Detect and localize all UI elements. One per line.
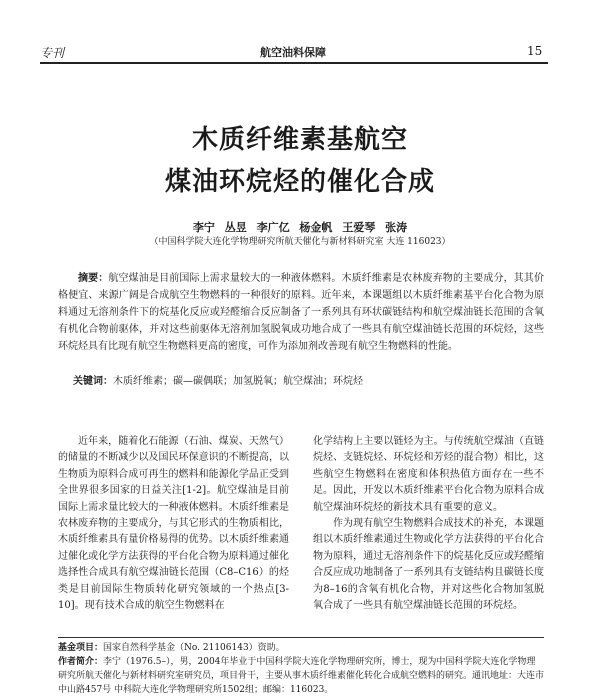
right-column-paragraph-1: 化学结构上主要以链烃为主。与传统航空煤油（直链烷烃、支链烷烃、环烷烃和芳烃的混合物）相比，这些航空生物燃料在密度和体积热值方面存在一些不足。因此，开发以木质纤维素平台化合物为原料合成航空煤油环烷烃的新技术具有重要的意义。 bbox=[313, 436, 544, 513]
journal-section-label: 专刊 bbox=[40, 46, 65, 60]
keywords-label: 关键词： bbox=[73, 376, 113, 387]
header-rule bbox=[40, 62, 548, 64]
abstract bbox=[58, 270, 544, 355]
keywords-text: 木质纤维素；碳—碳偶联；加氢脱氧；航空煤油；环烷烃 bbox=[113, 376, 363, 387]
author-bio-text: 李宁（1976.5–），男，2004年毕业于中国科学院大连化学物理研究所，博士，现为中国科学院大连化学物理研究所航天催化与新材料研究室研究员，项目骨干，主要从事木质纤维素催化转化合成航空燃料的研究。通讯地址：大连市中山路457号 中科院大连化学物理研究所1502组；邮编：116023。 bbox=[58, 657, 545, 695]
funding-footnote bbox=[58, 641, 544, 655]
body-left-column: 近年来，随着化石能源（石油、煤炭、天然气）的储量的不断减少以及国民环保意识的不断提高，以生物质为原料合成可再生的燃料和能源化学品正受到全世界很多国家的日益关注[1-2]。航空煤油是目前国际上需求量比较大的一种液体燃料。木质纤维素是农林废弃物的主要成分，与其它形式的生物质相比，木质纤维素具有量价格易得的优势。以木质纤维素通过催化或化学方法获得的平台化合物为原料通过催化选择性合成具有航空煤油链长范围（C8–C16）的烃类是目前国际生物质转化研究领域的一个热点[3-10]。现有技术合成的航空生物燃料在 bbox=[58, 436, 289, 612]
keywords bbox=[73, 372, 543, 387]
author-bio-footnote bbox=[58, 655, 544, 697]
abstract-label: 摘要： bbox=[78, 273, 109, 284]
affiliation: （中国科学院大连化学物理研究所航天催化与新材料研究室 大连 116023） bbox=[149, 237, 451, 247]
funding-label: 基金项目： bbox=[58, 643, 104, 653]
article-title-line-2: 煤油环烷烃的催化合成 bbox=[164, 167, 435, 197]
funding-text: 国家自然科学基金（No. 21106143）资助。 bbox=[103, 643, 285, 653]
journal-name: 航空油料保障 bbox=[260, 46, 326, 59]
body-right-column bbox=[313, 434, 544, 614]
page-number: 15 bbox=[527, 44, 543, 58]
running-header bbox=[0, 0, 600, 70]
author-list: 李宁 丛昱 李广亿 杨金帆 王爱琴 张涛 bbox=[192, 221, 408, 234]
right-column-paragraph-2: 作为现有航空生物燃料合成技术的补充，本课题组以木质纤维素通过生物或化学方法获得的平台化合物为原料，通过无溶剂条件下的烷基化反应或羟醛缩合反应成功地制备了一系列具有支链结构且碳链长度为8–16的含氧有机化合物，并对这些化合物加氢脱氧合成了一些具有航空煤油链长范围的环烷烃。 bbox=[313, 518, 544, 612]
abstract-text: 航空煤油是目前国际上需求量较大的一种液体燃料。木质纤维素是农林废弃物的主要成分，其其价格便宜、来源广阔是合成航空生物燃料的一种很好的原料。近年来，本课题组以木质纤维素基平台化合物为原料通过无溶剂条件下的烷基化反应或羟醛缩合反应制备了一系列具有环状碳链结构和航空煤油链长范围的含氧有机化合物前驱体，并对这些前驱体无溶剂加氢脱氧成功地合成了一些具有航空煤油链长范围的环烷烃，这些环烷烃具有比现有航空生物燃料更高的密度，可作为添加剂改善现有航空生物燃料的性能。 bbox=[58, 273, 545, 352]
article-title-line-1: 木质纤维素基航空 bbox=[191, 125, 408, 155]
footnote-rule bbox=[58, 637, 544, 638]
author-bio-label: 作者简介： bbox=[58, 657, 104, 667]
